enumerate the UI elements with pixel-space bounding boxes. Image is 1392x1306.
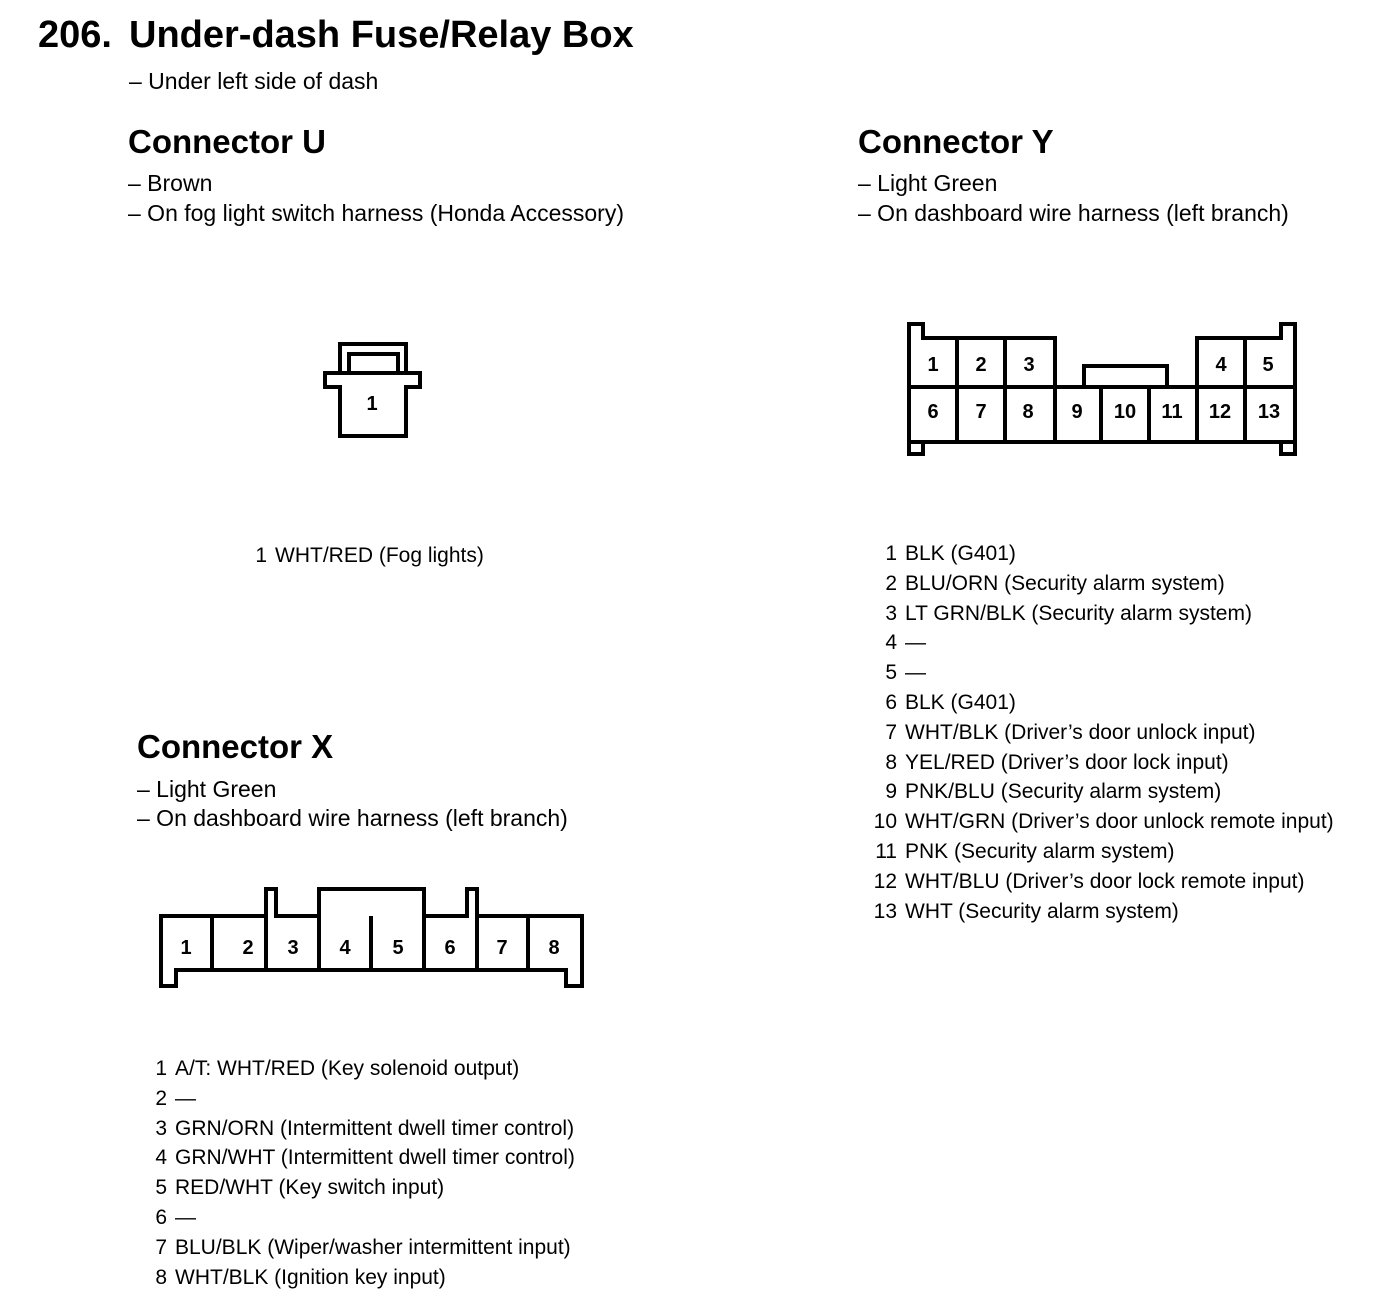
connector-x-diagram bbox=[152, 882, 592, 994]
connector-x-cavity-label: 2 bbox=[242, 937, 254, 959]
list-item bbox=[868, 628, 926, 658]
list-item bbox=[150, 1143, 575, 1173]
pin-number: 4 bbox=[155, 1146, 167, 1170]
connector-y-cavity-label: 9 bbox=[1071, 401, 1083, 423]
connector-y-cavity-label: 6 bbox=[927, 401, 939, 423]
connector-x-location: – On dashboard wire harness (left branch) bbox=[137, 805, 568, 831]
connector-y-cavity-label: 2 bbox=[975, 354, 987, 376]
connector-u-location: – On fog light switch harness (Honda Accessory) bbox=[128, 200, 625, 226]
list-item bbox=[868, 688, 1016, 718]
list-item bbox=[868, 658, 926, 688]
pin-number: 1 bbox=[885, 542, 897, 565]
connector-y-diagram bbox=[900, 316, 1304, 460]
pin-description: LT GRN/BLK (Security alarm system) bbox=[905, 601, 1252, 625]
list-item bbox=[150, 1084, 196, 1114]
connector-u-outline bbox=[325, 344, 420, 436]
pin-description: — bbox=[905, 631, 926, 655]
pin-number: 1 bbox=[155, 1057, 167, 1080]
pin-number: 7 bbox=[155, 1235, 167, 1259]
list-item bbox=[868, 569, 1225, 599]
pin-number: 2 bbox=[885, 571, 897, 595]
pin-number: 11 bbox=[875, 840, 897, 863]
pin-description: — bbox=[905, 661, 926, 685]
connector-y-cavity-label: 12 bbox=[1208, 401, 1232, 423]
pin-description: — bbox=[175, 1086, 196, 1110]
pin-number: 5 bbox=[885, 661, 897, 685]
list-item bbox=[868, 539, 1016, 569]
pin-number: 3 bbox=[885, 601, 897, 625]
pin-number: 12 bbox=[873, 869, 897, 893]
connector-x-cavity-label: 5 bbox=[392, 937, 404, 959]
pin-description: PNK/BLU (Security alarm system) bbox=[905, 780, 1222, 804]
list-item bbox=[250, 541, 484, 571]
list-item bbox=[868, 807, 1334, 837]
connector-y-cavity-label: 5 bbox=[1262, 354, 1274, 376]
pin-description: BLU/BLK (Wiper/washer intermittent input) bbox=[175, 1235, 571, 1259]
list-item bbox=[150, 1054, 519, 1084]
connector-x-cavity-label: 3 bbox=[287, 937, 299, 959]
pin-description: RED/WHT (Key switch input) bbox=[175, 1176, 445, 1200]
connector-u-latch bbox=[349, 354, 398, 373]
pin-description: BLU/ORN (Security alarm system) bbox=[905, 571, 1225, 595]
list-item bbox=[150, 1263, 446, 1293]
pin-number: 6 bbox=[155, 1206, 167, 1229]
connector-u-color: – Brown bbox=[128, 170, 213, 196]
list-item bbox=[150, 1173, 444, 1203]
pin-description: A/T: WHT/RED (Key solenoid output) bbox=[175, 1057, 520, 1080]
connector-u-diagram bbox=[318, 338, 428, 444]
connector-u-title: Connector U bbox=[128, 123, 326, 160]
pin-description: WHT (Security alarm system) bbox=[905, 899, 1179, 923]
pin-number: 9 bbox=[885, 780, 897, 804]
page-title: Under-dash Fuse/Relay Box bbox=[129, 14, 634, 56]
connector-y-cavity-label: 1 bbox=[927, 354, 939, 376]
pin-description: WHT/RED (Fog lights) bbox=[275, 544, 484, 567]
connector-x-color: – Light Green bbox=[137, 776, 277, 802]
pin-number: 6 bbox=[885, 691, 897, 714]
connector-x-cavity-label: 8 bbox=[548, 937, 560, 959]
connector-y-color: – Light Green bbox=[858, 170, 998, 196]
pin-number: 3 bbox=[155, 1116, 167, 1140]
connector-x-title: Connector X bbox=[137, 728, 334, 765]
list-item bbox=[868, 837, 1175, 867]
connector-y-location: – On dashboard wire harness (left branch) bbox=[858, 200, 1289, 226]
list-item bbox=[150, 1114, 574, 1144]
connector-y-cavity-label: 11 bbox=[1161, 401, 1183, 423]
pin-number: 4 bbox=[885, 631, 897, 655]
list-item bbox=[868, 897, 1179, 927]
section-number: 206. bbox=[38, 14, 112, 56]
pin-description: WHT/BLK (Driver’s door unlock input) bbox=[905, 720, 1256, 744]
pin-description: PNK (Security alarm system) bbox=[905, 840, 1175, 863]
pin-description: — bbox=[175, 1206, 196, 1229]
connector-y-cavity-label: 4 bbox=[1215, 354, 1227, 376]
connector-y-cavity-label: 3 bbox=[1023, 354, 1035, 376]
pin-number: 8 bbox=[155, 1265, 167, 1289]
list-item bbox=[868, 718, 1256, 748]
connector-y-cavity-label: 10 bbox=[1113, 401, 1137, 423]
pin-description: WHT/GRN (Driver’s door unlock remote input) bbox=[905, 810, 1334, 834]
pin-description: WHT/BLK (Ignition key input) bbox=[175, 1265, 446, 1289]
connector-y-cavity-label: 7 bbox=[975, 401, 987, 423]
list-item bbox=[150, 1233, 571, 1263]
pin-description: WHT/BLU (Driver’s door lock remote input) bbox=[905, 869, 1305, 893]
pin-number: 1 bbox=[255, 544, 267, 567]
list-item bbox=[868, 599, 1252, 629]
list-item bbox=[868, 748, 1229, 778]
connector-x-cavity-label: 4 bbox=[339, 937, 351, 959]
pin-description: GRN/WHT (Intermittent dwell timer control) bbox=[175, 1146, 575, 1170]
connector-y-cavity-label: 8 bbox=[1022, 401, 1034, 423]
connector-u-cavity-label: 1 bbox=[366, 393, 378, 415]
pin-number: 5 bbox=[155, 1176, 167, 1200]
list-item bbox=[868, 867, 1305, 897]
pin-description: BLK (G401) bbox=[905, 542, 1016, 565]
connector-x-cavity-label: 6 bbox=[444, 937, 456, 959]
pin-number: 10 bbox=[873, 810, 897, 834]
pin-description: BLK (G401) bbox=[905, 691, 1016, 714]
list-item bbox=[150, 1203, 196, 1233]
pin-description: GRN/ORN (Intermittent dwell timer control) bbox=[175, 1116, 575, 1140]
page-location: – Under left side of dash bbox=[129, 68, 379, 94]
pin-number: 7 bbox=[885, 720, 897, 744]
pin-number: 2 bbox=[155, 1086, 167, 1110]
connector-y-title: Connector Y bbox=[858, 123, 1054, 160]
connector-x-cavity-label: 7 bbox=[496, 937, 508, 959]
pin-description: YEL/RED (Driver’s door lock input) bbox=[905, 750, 1229, 774]
connector-x-cavity-label: 1 bbox=[180, 937, 192, 959]
pin-number: 13 bbox=[873, 899, 897, 923]
list-item bbox=[868, 777, 1221, 807]
pin-number: 8 bbox=[885, 750, 897, 774]
connector-y-cavity-label: 13 bbox=[1257, 401, 1281, 423]
